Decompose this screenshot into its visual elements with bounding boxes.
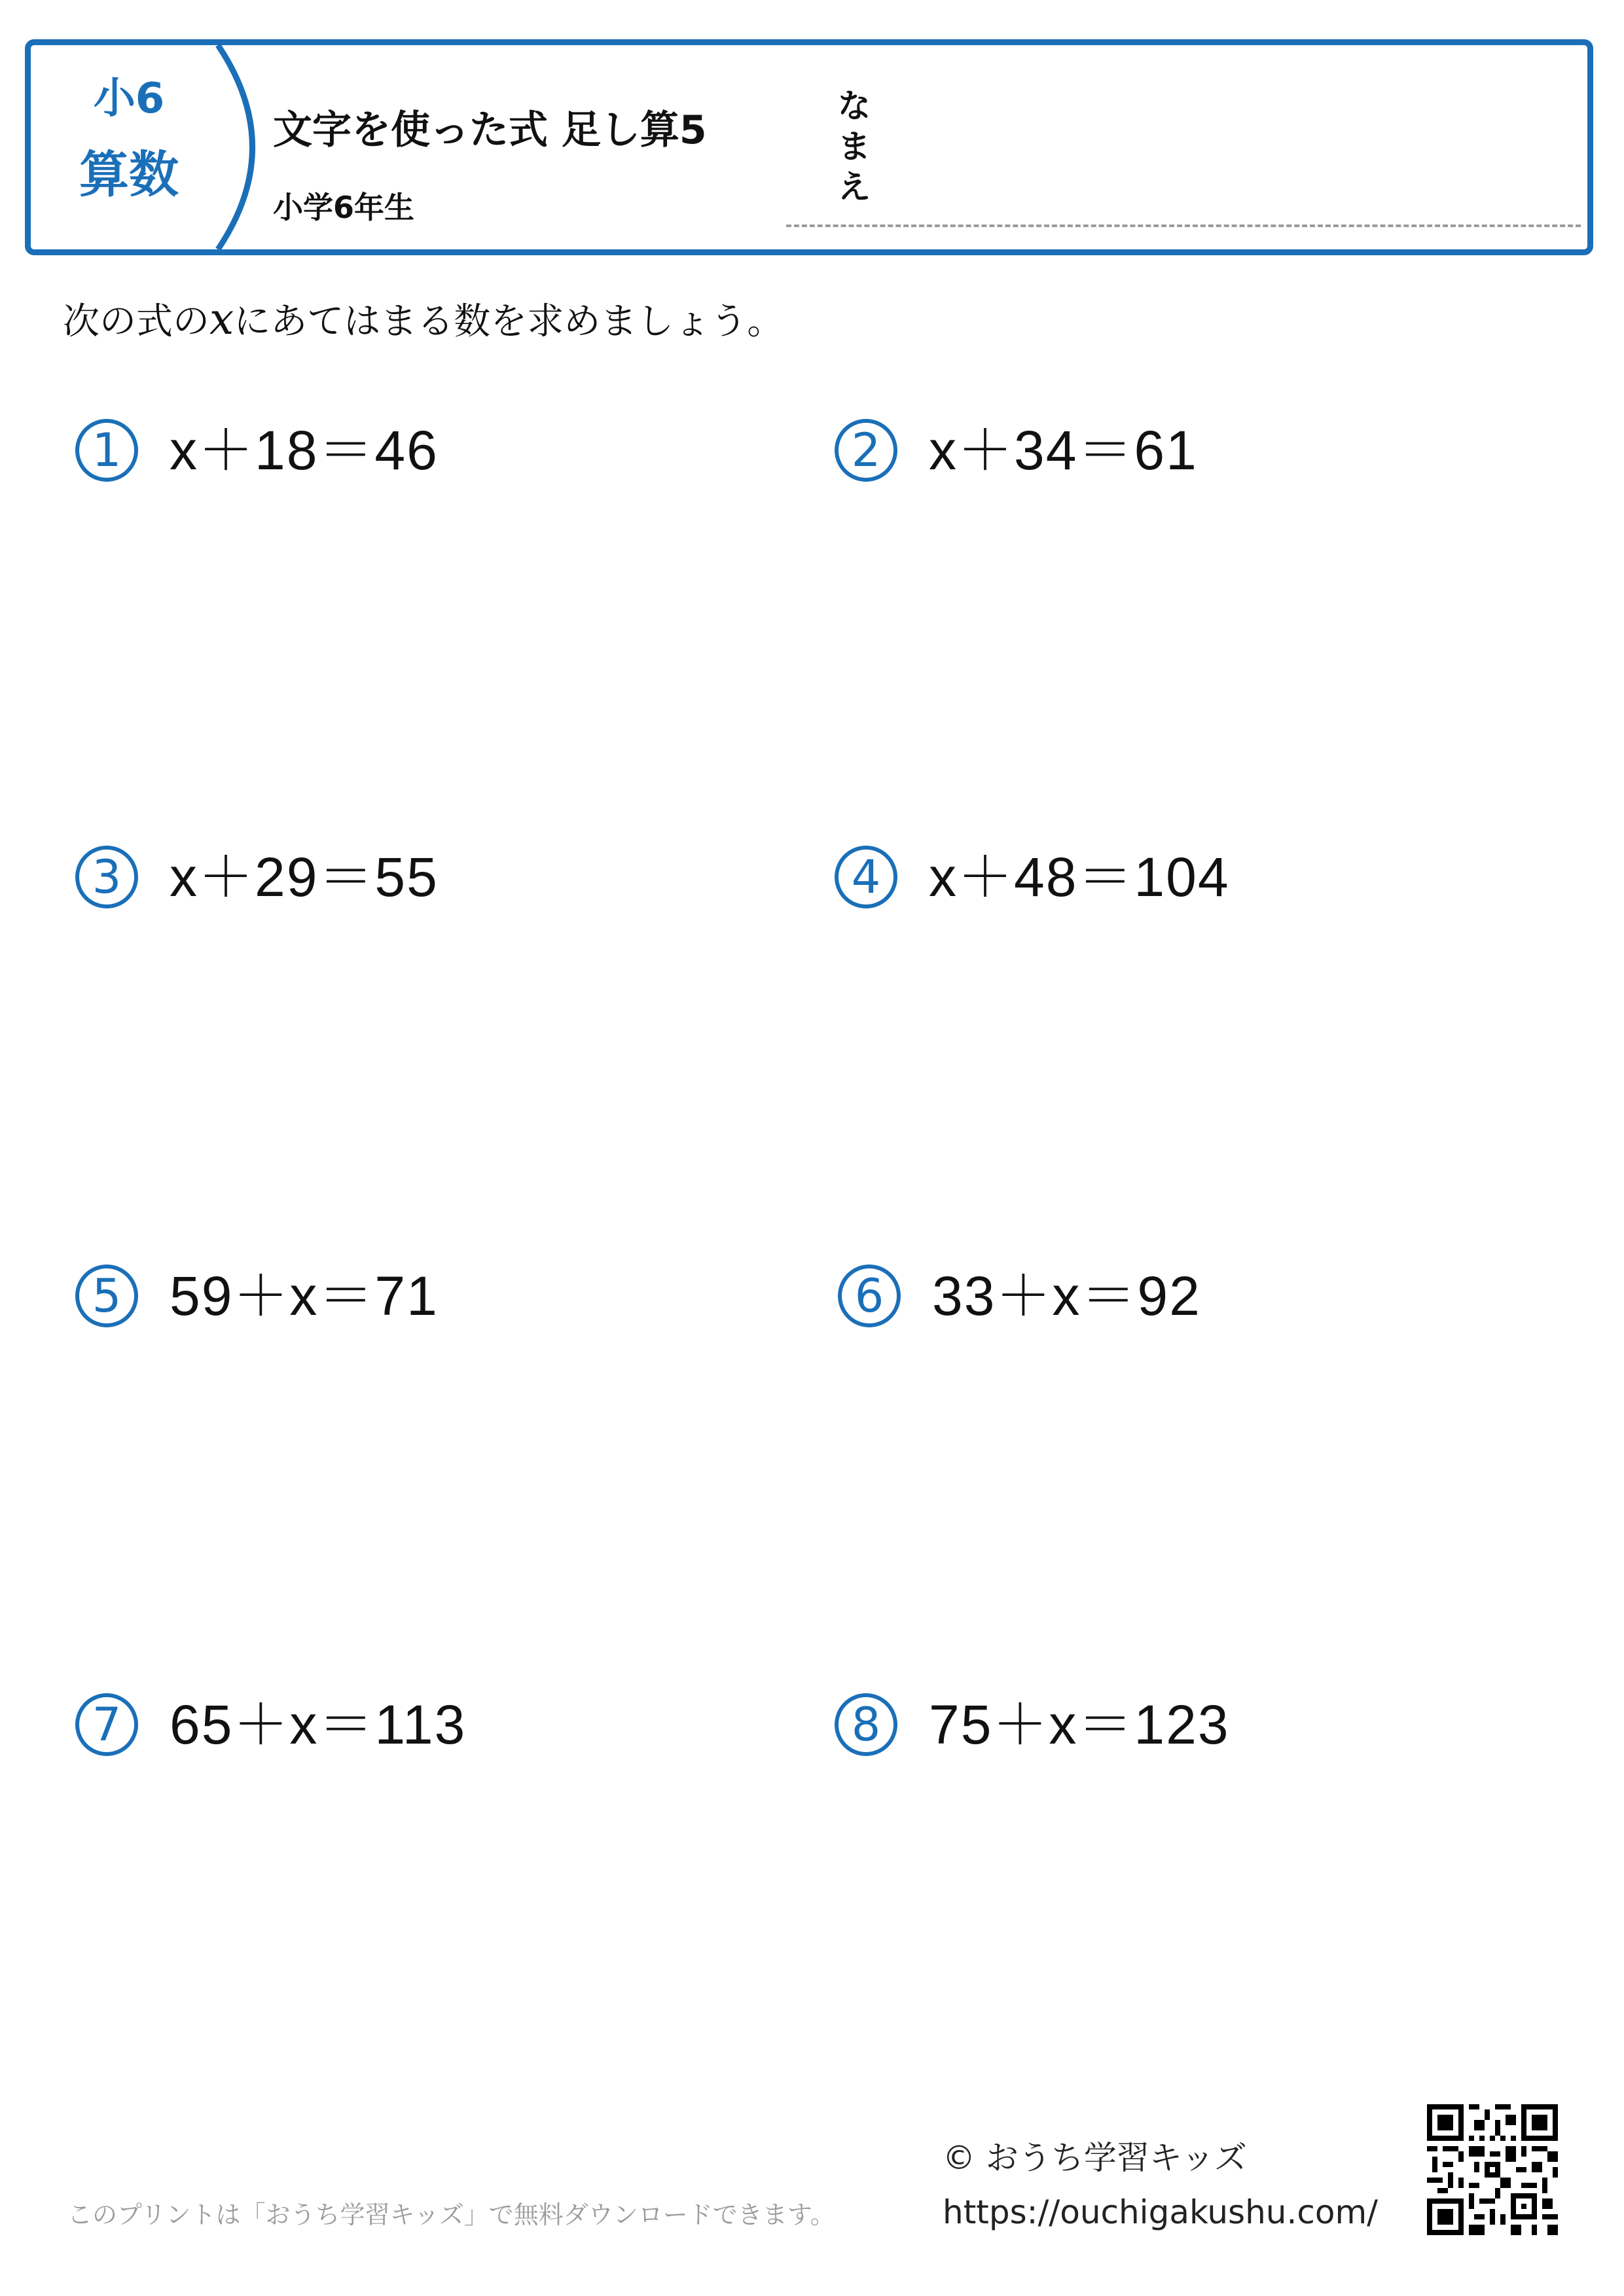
qr-code-icon[interactable] — [1427, 2104, 1558, 2235]
subject-badge: 算数 — [79, 145, 179, 204]
problem-3 — [75, 838, 439, 916]
problem-number: 2 — [835, 419, 897, 482]
problem-5 — [75, 1257, 439, 1335]
problem-expression: 59＋x＝71 — [170, 1265, 439, 1327]
instruction — [63, 294, 784, 344]
name-writing-line[interactable] — [786, 224, 1581, 227]
problem-expression: x＋48＝104 — [929, 846, 1230, 908]
problem-expression: 65＋x＝113 — [170, 1694, 467, 1755]
site-url[interactable]: https://ouchigakushu.com/ — [943, 2193, 1379, 2231]
instruction-variable: x — [209, 294, 234, 344]
problem-expression: 75＋x＝123 — [929, 1694, 1230, 1755]
problem-expression: 33＋x＝92 — [932, 1265, 1201, 1327]
problem-number: 4 — [835, 846, 897, 908]
grade-label: 小学6年生 — [273, 190, 415, 225]
problem-expression: x＋29＝55 — [170, 846, 439, 908]
copyright: © おうち学習キッズ — [943, 2139, 1247, 2177]
problem-4 — [835, 838, 1230, 916]
problem-6 — [838, 1257, 1201, 1335]
problem-number: 5 — [75, 1265, 138, 1327]
instruction-before: 次の式の — [63, 300, 209, 343]
problem-7 — [75, 1685, 466, 1764]
instruction-after: にあてはまる数を求めましょう。 — [234, 300, 784, 343]
grade-badge: 小6 — [93, 75, 165, 123]
problem-expression: x＋34＝61 — [929, 420, 1198, 481]
name-label: なまえ — [838, 87, 871, 206]
problem-8 — [835, 1685, 1230, 1764]
problem-number: 7 — [75, 1693, 138, 1756]
footer-note: このプリントは「おうち学習キッズ」で無料ダウンロードできます。 — [67, 2200, 835, 2229]
problem-2 — [835, 411, 1198, 490]
problem-1 — [75, 411, 439, 490]
problem-number: 8 — [835, 1693, 897, 1756]
problem-number: 6 — [838, 1265, 901, 1327]
worksheet-header — [25, 39, 1593, 255]
problem-number: 3 — [75, 846, 138, 908]
problem-number: 1 — [75, 419, 138, 482]
problem-expression: x＋18＝46 — [170, 420, 439, 481]
page-title: 文字を使った式 足し算5 — [273, 107, 707, 153]
